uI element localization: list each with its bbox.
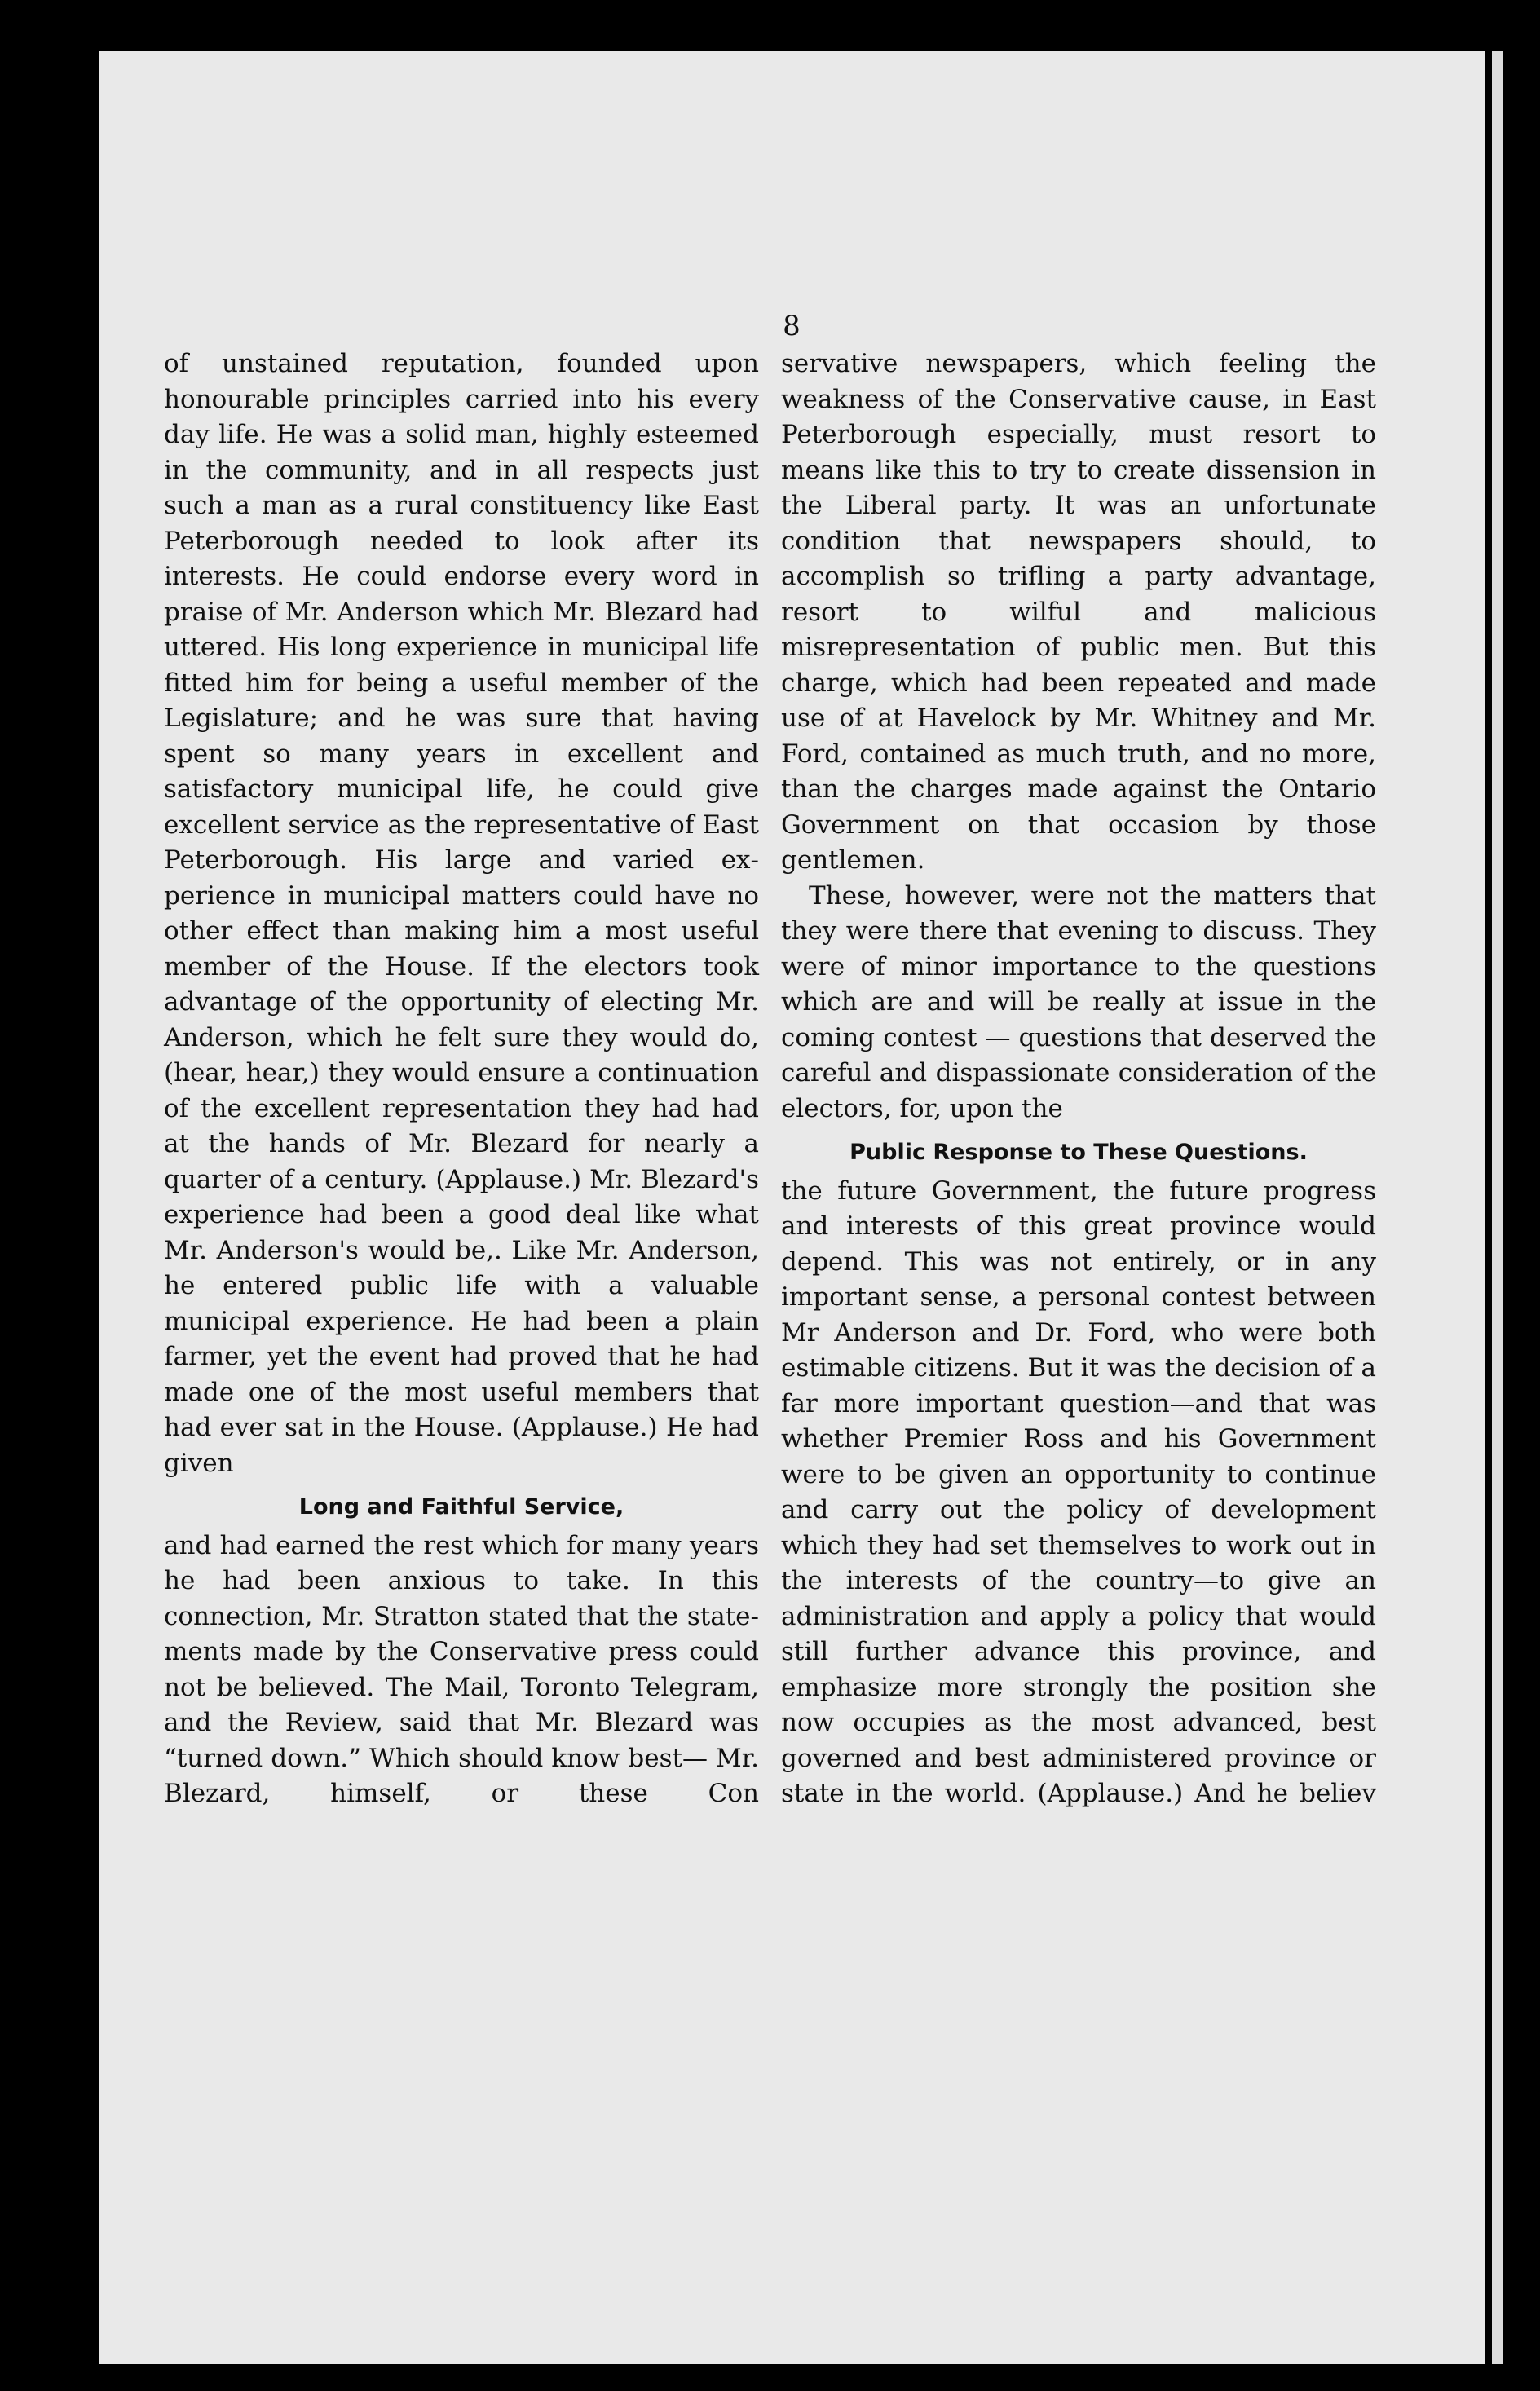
- page-edge: [1492, 51, 1503, 2364]
- left-paragraph-2: and had earned the rest which for many years he had been anxious to take. In this connection, Mr. Stratton stated that the statements made by the Conservative press could not be believed. The Mail, Toronto Telegram, and the Review, said that Mr. Blezard was “turned down.” Which should know best— Mr. Blezard, himself, or these Con: [164, 1530, 759, 1808]
- left-subheading: Long and Faithful Service,: [298, 1494, 624, 1520]
- left-paragraph-1: of unstained reputation, founded upon honourable principles carried into his every day life. He was a solid man, highly esteemed in the community, and in all respects just such a man as a rural constituency like East Peterborough needed to look after its interests. He could endorse every word in praise of Mr. Anderson which Mr. Blezard had uttered. His long experience in municipal life fitted him for being a useful member of the Legislature; and he was sure that having spent so many years in excellent and satisfactory municipal life, he could give excellent service as the representative of East Peterborough. His large and varied experience in municipal matters could have no other effect than making him a most useful member of the House. If the electors took advantage of the opportunity of electing Mr. Anderson, which he felt sure they would do, (hear, hear,) they would ensure a continuation of the excellent representation they had had at the hands of Mr. Blezard for nearly a quarter of a century. (Applause.) Mr. Blezard's experience had been a good deal like what Mr. Anderson's would be,. Like Mr. Anderson, he entered public life with a valuable municipal experience. He had been a plain farmer, yet the event had proved that he had made one of the most useful members that had ever sat in the House. (Applause.) He had given: [164, 349, 759, 1478]
- left-column: [164, 346, 759, 1812]
- right-column: [781, 346, 1376, 1812]
- right-paragraph-1: servative newspapers, which feeling the weakness of the Conservative cause, in East Peterborough especially, must resort to means like this to try to create dissension in the Liberal party. It was an unfortunate condition that newspapers should, to accomplish so trifling a party advantage, resort to wilful and malicious misrepresentation of public men. But this charge, which had been repeated and made use of at Havelock by Mr. Whitney and Mr. Ford, contained as much truth, and no more, than the charges made against the Ontario Government on that occasion by those gentlemen.: [781, 349, 1376, 875]
- right-subheading: Public Response to These Questions.: [849, 1140, 1308, 1165]
- right-paragraph-3: the future Government, the future progress and interests of this great province would depend. This was not entirely, or in any important sense, a personal contest between Mr Anderson and Dr. Ford, who were both estimable citizens. But it was the decision of a far more important question—and that was whether Premier Ross and his Government were to be given an opportunity to continue and carry out the policy of development which they had set themselves to work out in the interests of the country—to give an administration and apply a policy that would still further advance this province, and emphasize more strongly the position she now occupies as the most advanced, best governed and best administered province or state in the world. (Applause.) And he believ: [781, 1176, 1376, 1808]
- right-paragraph-2: These, however, were not the matters that they were there that evening to discuss. They were of minor importance to the questions which are and will be really at issue in the coming contest — questions that deserved the careful and dispassionate consideration of the electors, for, upon the: [781, 880, 1376, 1123]
- page-number: 8: [783, 310, 801, 342]
